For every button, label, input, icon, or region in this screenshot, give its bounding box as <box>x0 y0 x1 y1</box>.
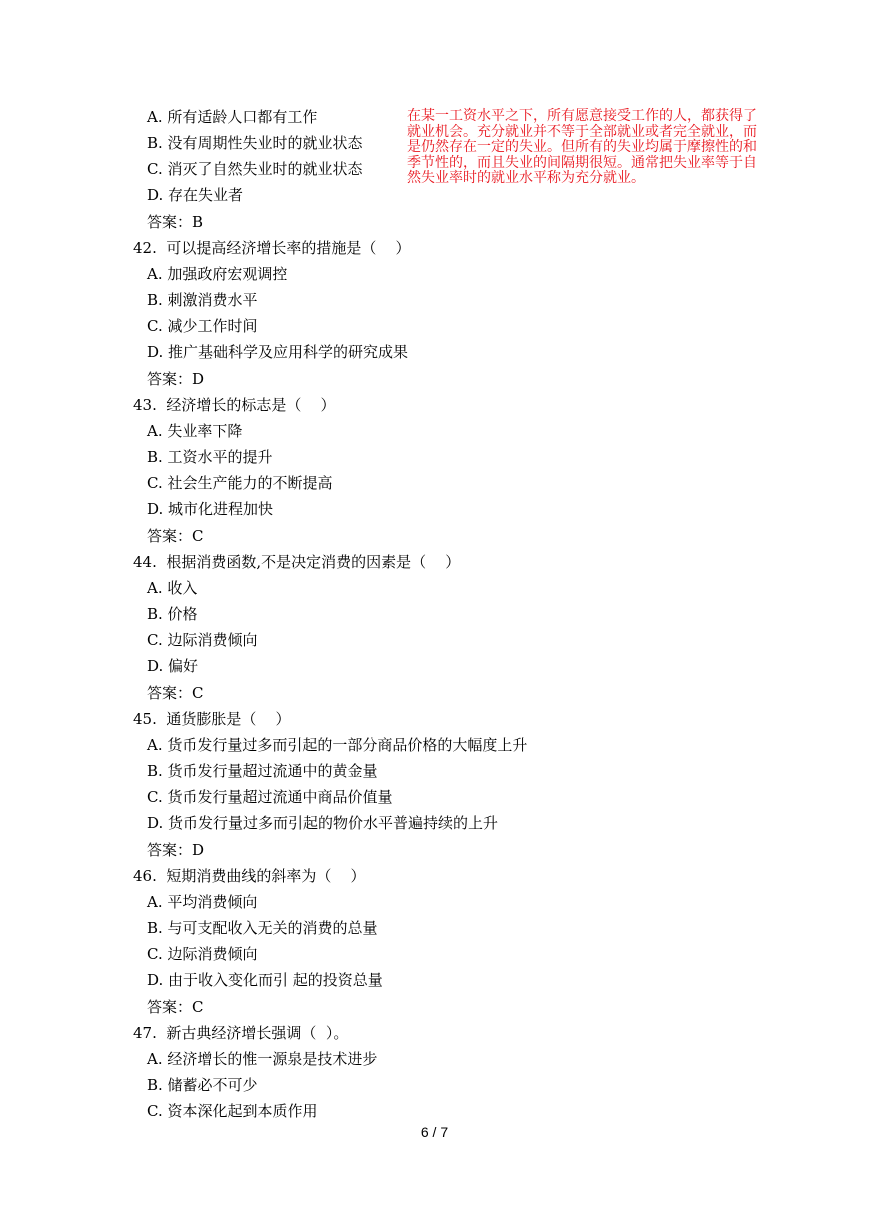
question-text: 42. 可以提高经济增长率的措施是（ ） <box>133 239 411 257</box>
option-b: B. 与可支配收入无关的消费的总量 <box>147 919 378 937</box>
option-a: A. 平均消费倾向 <box>147 893 258 911</box>
option-c: C. 消灭了自然失业时的就业状态 <box>147 160 363 178</box>
option-a: A. 货币发行量过多而引起的一部分商品价格的大幅度上升 <box>147 736 528 754</box>
option-d: D. 推广基础科学及应用科学的研究成果 <box>147 343 409 361</box>
question-text: 43. 经济增长的标志是（ ） <box>133 396 336 414</box>
option-d: D. 城市化进程加快 <box>147 500 274 518</box>
annotation-note: 在某一工资水平之下，所有愿意接受工作的人，都获得了就业机会。充分就业并不等于全部就业或者完全就业，而是仍然存在一定的失业。但所有的失业均属于摩擦性的和季节性的，而且失业的间隔期很短。通常把失业率等于自然失业率时的就业水平称为充分就业。 <box>407 108 757 186</box>
option-a: A. 经济增长的惟一源泉是技术进步 <box>147 1050 378 1068</box>
answer: 答案：C <box>147 998 204 1016</box>
option-c: C. 资本深化起到本质作用 <box>147 1102 318 1120</box>
option-a: A. 失业率下降 <box>147 422 243 440</box>
option-b: B. 货币发行量超过流通中的黄金量 <box>147 762 378 780</box>
question-text: 46. 短期消费曲线的斜率为（ ） <box>133 867 366 885</box>
option-d: D. 偏好 <box>147 657 199 675</box>
option-a: A. 加强政府宏观调控 <box>147 265 288 283</box>
answer: 答案：C <box>147 684 204 702</box>
option-d: D. 货币发行量过多而引起的物价水平普遍持续的上升 <box>147 814 499 832</box>
option-b: B. 储蓄必不可少 <box>147 1076 258 1094</box>
option-a: A. 收入 <box>147 579 198 597</box>
page-number: 6 / 7 <box>420 1124 449 1140</box>
option-a: A. 所有适龄人口都有工作 <box>147 108 318 126</box>
option-c: C. 边际消费倾向 <box>147 631 258 649</box>
option-d: D. 由于收入变化而引 起的投资总量 <box>147 971 383 989</box>
question-text: 44. 根据消费函数,不是决定消费的因素是（ ） <box>133 553 461 571</box>
option-c: C. 货币发行量超过流通中商品价值量 <box>147 788 393 806</box>
option-b: B. 没有周期性失业时的就业状态 <box>147 134 363 152</box>
answer: 答案：D <box>147 841 205 859</box>
option-c: C. 减少工作时间 <box>147 317 258 335</box>
option-b: B. 价格 <box>147 605 198 623</box>
option-d: D. 存在失业者 <box>147 186 244 204</box>
option-b: B. 工资水平的提升 <box>147 448 273 466</box>
answer: 答案：D <box>147 370 205 388</box>
option-c: C. 边际消费倾向 <box>147 945 258 963</box>
option-b: B. 刺激消费水平 <box>147 291 258 309</box>
answer: 答案：C <box>147 527 204 545</box>
answer: 答案：B <box>147 213 204 231</box>
question-text: 47. 新古典经济增长强调（ ）。 <box>133 1024 349 1042</box>
question-text: 45. 通货膨胀是（ ） <box>133 710 291 728</box>
option-c: C. 社会生产能力的不断提高 <box>147 474 333 492</box>
